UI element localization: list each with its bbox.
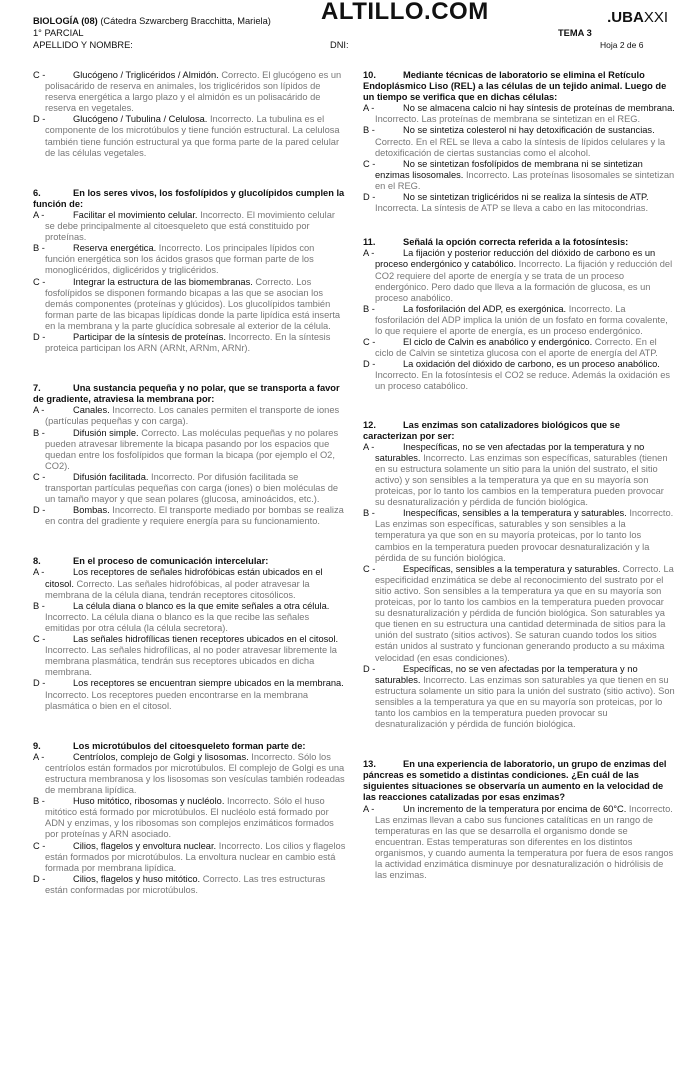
option-c <box>33 472 346 505</box>
option-a <box>33 210 346 243</box>
question-text: Señalá la opción correcta referida a la fotosíntesis: <box>403 237 629 248</box>
option-c <box>33 634 346 678</box>
option-answer: Canales. <box>73 405 110 416</box>
option-answer: Un incremento de la temperatura por encima de 60°C. <box>403 803 627 814</box>
option-c <box>33 70 346 114</box>
question-number: 9. <box>33 740 41 751</box>
question-9 <box>33 741 346 896</box>
option-answer: Los receptores se encuentran siempre ubicados en la membrana. <box>73 678 344 689</box>
option-answer: Cilios, flagelos y huso mitótico. <box>73 873 201 884</box>
option-letter: B - <box>33 427 45 438</box>
option-b <box>363 125 675 158</box>
option-feedback: Incorrecto. El transporte mediado por bombas se realiza en contra del gradiente y requiere energía para su funcionamiento. <box>45 505 344 527</box>
uba-logo-xxi: XXI <box>643 9 668 26</box>
question-text: Los microtúbulos del citoesqueleto forman parte de: <box>73 740 306 751</box>
question-title <box>363 237 675 248</box>
option-letter: A - <box>33 567 45 578</box>
option-feedback: Incorrecto. Las señales hidrofílicas, al no poder atravesar libremente la membrana plasmática, tendrán sus receptores ubicados en dicha membrana. <box>45 645 337 678</box>
option-answer: No se almacena calcio ni hay síntesis de proteínas de membrana. <box>403 103 675 114</box>
uba-logo-text: .UBA <box>607 9 644 26</box>
option-letter: A - <box>363 248 375 259</box>
question-number: 6. <box>33 187 41 198</box>
option-feedback: Incorrecto. Los receptores pueden encontrarse en la membrana plasmática o bien en el citosol. <box>45 689 309 711</box>
option-answer: Inespecíficas, no se ven afectadas por la temperatura y no saturables. <box>375 441 645 463</box>
option-answer: La célula diana o blanco es la que emite señales a otra célula. <box>73 600 330 611</box>
option-c <box>363 564 675 664</box>
option-d <box>33 678 346 711</box>
option-answer: No se sintetiza colesterol ni hay detoxificación de sustancias. <box>403 125 655 136</box>
option-letter: D - <box>363 663 376 674</box>
option-feedback: Correcto. En el ciclo de Calvin se sintetiza glucosa con el aporte de energía del ATP. <box>375 337 658 359</box>
option-letter: B - <box>363 508 375 519</box>
option-letter: A - <box>33 405 45 416</box>
option-a <box>363 442 675 509</box>
option-a <box>33 752 346 796</box>
question-8 <box>33 556 346 711</box>
option-letter: C - <box>33 471 46 482</box>
question-title <box>363 70 675 103</box>
question-number: 8. <box>33 556 41 567</box>
option-letter: C - <box>33 634 46 645</box>
question-11 <box>363 237 675 392</box>
option-letter: B - <box>33 243 45 254</box>
option-d <box>363 664 675 731</box>
name-field-label: APELLIDO Y NOMBRE: <box>33 40 133 50</box>
page-number: Hoja 2 de 6 <box>600 40 644 50</box>
question-text: Una sustancia pequeña y no polar, que se transporta a favor de gradiente, atraviesa la membrana por: <box>33 383 340 405</box>
left-column <box>33 70 346 909</box>
option-letter: D - <box>33 114 46 125</box>
option-feedback: Incorrecto. En la fotosíntesis el CO2 se reduce. Además la oxidación es un proceso catabólico. <box>375 370 671 392</box>
option-letter: D - <box>33 505 46 516</box>
question-title <box>33 188 346 210</box>
question-number: 10. <box>363 70 376 80</box>
option-answer: La oxidación del dióxido de carbono, es un proceso anabólico. <box>403 359 660 370</box>
option-feedback: Correcto. En el REL se lleva a cabo la síntesis de lípidos celulares y la detoxificación de ciertas sustancias como el alcohol. <box>375 136 666 158</box>
option-feedback: Incorrecto. Por difusión facilitada se transportan partículas pequeñas con carga (iones) o bien moléculas de un tamaño mayor y que sean polares (glucosa, aminoácidos, etc.). <box>45 471 339 505</box>
option-d <box>363 192 675 214</box>
question-title <box>33 741 346 752</box>
option-c <box>33 841 346 874</box>
option-letter: B - <box>33 600 45 611</box>
option-a <box>33 567 346 600</box>
option-b <box>363 304 675 337</box>
course-code: BIOLOGÍA (08) <box>33 16 98 26</box>
option-feedback: Correcto. Las señales hidrofóbicas, al poder atravesar la membrana de la célula diana, tendrán receptores citosólicos. <box>45 578 310 600</box>
uba-xxi-logo <box>607 9 668 26</box>
option-answer: Los receptores de señales hidrofóbicas están ubicados en el citosol. <box>45 567 323 589</box>
option-letter: D - <box>33 873 46 884</box>
option-answer: El ciclo de Calvin es anabólico y endergónico. <box>403 337 593 348</box>
question-number: 7. <box>33 383 41 394</box>
option-letter: D - <box>363 359 376 370</box>
option-feedback: Incorrecta. La síntesis de ATP se lleva a cabo en las mitocondrias. <box>375 203 649 214</box>
question-13 <box>363 759 675 881</box>
option-answer: La fijación y posterior reducción del dióxido de carbono es un proceso endergónico y catabólico. <box>375 248 656 270</box>
option-letter: A - <box>33 209 45 220</box>
option-letter: C - <box>363 563 376 574</box>
option-answer: Cilios, flagelos y envoltura nuclear. <box>73 840 217 851</box>
option-feedback: Incorrecto. La fijación y reducción del CO2 requiere del aporte de energía y se trata de un proceso endergónico. Pero dado que lleva a la formación de glucosa, es un proceso anabólico. <box>375 259 673 303</box>
option-answer: Reserva energética. <box>73 243 157 254</box>
option-answer: Específicas, no se ven afectadas por la temperatura y no saturables. <box>375 663 638 685</box>
altillo-logo: ALTILLO.COM <box>321 0 489 25</box>
option-feedback: Incorrecto. Sólo el huso mitótico está formado por microtúbulos. El nucléolo está formado por ADN y enzimas, y los ribosomas son complejos enzimáticos formados por proteínas y ARN asociado. <box>45 796 334 840</box>
option-answer: Participar de la síntesis de proteínas. <box>73 331 226 342</box>
option-c <box>363 337 675 359</box>
option-answer: Específicas, sensibles a la temperatura y saturables. <box>403 563 621 574</box>
question-title <box>33 383 346 405</box>
option-feedback: Incorrecto. Las enzimas llevan a cabo sus funciones catalíticas en un rango de temperaturas en las que se desarrolla el organismo donde se encuentran. Estas temperaturas son diferentes en los distintos organismos, y cuando aumenta la temperatura por fuera de esos rangos la actividad enzimática disminuye por desnaturalización o hidrólisis de las enzimas. <box>375 803 674 881</box>
option-feedback: Correcto. Los fosfolípidos se disponen formando bicapas a las que se asocian los demás componentes (proteínas y glúcidos). Los glucolípidos también forman parte de las bicapas lipídicas donde la parte lipídica está inserta en la membrana y la parte glucídica sobresale al exterior de la célula. <box>45 276 341 331</box>
option-d <box>33 114 346 158</box>
option-a <box>33 405 346 427</box>
option-letter: B - <box>363 125 375 136</box>
question-text: En una experiencia de laboratorio, un grupo de enzimas del páncreas es sometido a distintas condiciones. ¿En cuál de las siguientes situaciones se observaría un aumento en la velocidad de las reacciones catalizadas por esas enzimas? <box>363 759 667 803</box>
question-number: 11. <box>363 237 376 248</box>
option-answer: Huso mitótico, ribosomas y nucléolo. <box>73 796 225 807</box>
option-feedback: Incorrecto. Las enzimas son específicas, saturables (tienen en su estructura solamente un sitio para la unión del sustrato, el sitio activo) y son sensibles a la temperatura ya que en su mayoría son proteicas, por lo tanto los cambios en la temperatura pueden provocar su desnaturalización y pérdida de función biológica. <box>375 452 668 508</box>
question-text: En los seres vivos, los fosfolípidos y glucolípidos cumplen la función de: <box>33 187 345 209</box>
option-letter: C - <box>33 840 46 851</box>
option-feedback: Incorrecto. La fosforilación del ADP implica la unión de un fosfato en forma covalente, lo que requiere el aporte de energía, es un proceso endergónico. <box>375 303 668 336</box>
option-answer: No se sintetizan fosfolípidos de membrana ni se sintetizan enzimas lisosomales. <box>375 158 643 180</box>
option-feedback: Incorrecto. El movimiento celular se debe principalmente al citoesqueleto que está constituido por proteínas. <box>45 209 335 243</box>
exam-type: 1° PARCIAL <box>33 28 84 38</box>
option-letter: A - <box>363 103 375 114</box>
option-d <box>363 359 675 392</box>
option-feedback: Correcto. La especificidad enzimática se debe al reconocimiento del sustrato por el sitio activo. Son sensibles a la temperatura ya que en su mayoría son proteicas, por lo tanto los cambios en la temperatura pueden provocar su desnaturalización y pérdida de función biológica. Son saturables ya que tienen en su estructura una cantidad determinada de sitios para la unión del sustrato (sitios activos). Se saturan cuando todos los sitios están unidos al sustrato y funcionan generando producto a su máxima velocidad (en esas condiciones). <box>375 563 674 663</box>
option-feedback: Incorrecto. Los canales permiten el transporte de iones (partículas pequeñas y con carga). <box>45 405 340 427</box>
question-title <box>33 556 346 567</box>
question-text: Mediante técnicas de laboratorio se elimina el Retículo Endoplásmico Liso (REL) a las células de un tejido animal. Luego de un tiempo se verifica que en dichas células: <box>363 70 667 103</box>
option-answer: Bombas. <box>73 505 110 516</box>
question-number: 12. <box>363 419 376 430</box>
question-7 <box>33 383 346 527</box>
option-a <box>363 103 675 125</box>
option-d <box>33 332 346 354</box>
page-header <box>33 0 668 56</box>
option-d <box>33 874 346 896</box>
option-c <box>33 277 346 332</box>
option-answer: Facilitar el movimiento celular. <box>73 209 198 220</box>
question-number: 13. <box>363 759 376 770</box>
option-answer: Las señales hidrofílicas tienen receptores ubicados en el citosol. <box>73 634 339 645</box>
exam-theme: TEMA 3 <box>558 28 592 38</box>
option-letter: A - <box>363 803 375 814</box>
option-b <box>33 428 346 472</box>
question-title <box>363 759 675 803</box>
option-letter: B - <box>33 796 45 807</box>
option-letter: D - <box>363 192 376 203</box>
option-feedback: Incorrecto. Los principales lípidos con función energética son los ácidos grasos que forman parte de los monoglicéridos, diglicéridos y triglicéridos. <box>45 243 315 276</box>
option-feedback: Correcto. Las tres estructuras están conformadas por microtúbulos. <box>45 873 326 895</box>
option-answer: Integrar la estructura de las biomembranas. <box>73 276 253 287</box>
option-feedback: Incorrecto. Las proteínas de membrana se sintetizan en el REG. <box>375 114 641 125</box>
option-answer: Difusión simple. <box>73 427 139 438</box>
option-a <box>363 804 675 882</box>
option-feedback: Incorrecto. Las enzimas son específicas, saturables y son sensibles a la temperatura ya que son en su mayoría proteicas, por lo tanto los cambios en la temperatura pueden provocar desnaturalización y la pérdida de su función biológica. <box>375 508 674 563</box>
option-b <box>363 508 675 563</box>
option-letter: A - <box>363 441 375 452</box>
option-answer: Centríolos, complejo de Golgi y lisosomas. <box>73 751 249 762</box>
course-title <box>33 16 271 27</box>
question-title <box>363 420 675 442</box>
option-letter: D - <box>33 678 46 689</box>
option-b <box>33 796 346 840</box>
option-feedback: Incorrecto. En la síntesis proteica participan los ARN (ARNt, ARNm, ARNr). <box>45 331 331 354</box>
option-answer: No se sintetizan triglicéridos ni se realiza la síntesis de ATP. <box>403 192 649 203</box>
option-feedback: Incorrecto. Las proteínas lisosomales se sintetizan en el REG. <box>375 169 675 191</box>
option-letter: A - <box>33 751 45 762</box>
option-answer: Inespecíficas, sensibles a la temperatura y saturables. <box>403 508 627 519</box>
dni-field-label: DNI: <box>330 40 349 50</box>
option-b <box>33 243 346 276</box>
option-letter: C - <box>363 337 376 348</box>
option-feedback: Correcto. El glucógeno es un polisacárido de reserva en animales, los triglicéridos son lípidos de reserva energética a largo plazo y el almidón es un polisacárido de reserva en vegetales. <box>45 70 342 114</box>
option-letter: D - <box>33 331 46 342</box>
option-feedback: Correcto. Las moléculas pequeñas y no polares pueden atravesar libremente la bicapa pasando por los espacios que quedan entre los fosfolípidos que forman la bicapa (por ejemplo el O2, CO2). <box>45 427 339 471</box>
option-answer: Glucógeno / Tubulina / Celulosa. <box>73 114 208 125</box>
question-12 <box>363 420 675 731</box>
question-5-continued <box>33 70 346 159</box>
right-column <box>363 70 675 894</box>
option-d <box>33 505 346 527</box>
option-feedback: Incorrecto. Los cilios y flagelos están formados por microtúbulos. La envoltura nuclear en cambio está formada por membrana lipídica. <box>45 840 346 873</box>
option-letter: C - <box>363 158 376 169</box>
option-feedback: Incorrecto. Las enzimas son saturables ya que tienen en su estructura solamente un sitio para la unión del sustrato (sitio activo). Son sensibles a la temperatura ya que en su mayoría son proteicas, por lo tanto los cambios en la temperatura pueden provocar su desnaturalización y pérdida de función biológica. <box>375 674 675 730</box>
option-feedback: Incorrecto. La tubulina es el componente de los microtúbulos y tiene función estructural. La celulosa también tiene función estructural ya que forma parte de la pared celular de las células vegetales. <box>45 114 340 158</box>
option-c <box>363 159 675 192</box>
question-10 <box>363 70 675 214</box>
option-letter: C - <box>33 70 46 80</box>
option-answer: Difusión facilitada. <box>73 471 149 482</box>
question-6 <box>33 188 346 354</box>
question-text: Las enzimas son catalizadores biológicos que se caracterizan por ser: <box>363 419 620 441</box>
option-feedback: Incorrecto. La célula diana o blanco es la que recibe las señales emitidas por otra célula (la célula secretora). <box>45 611 310 633</box>
question-text: En el proceso de comunicación intercelular: <box>73 556 269 567</box>
option-a <box>363 248 675 303</box>
option-b <box>33 601 346 634</box>
option-answer: Glucógeno / Triglicéridos / Almidón. <box>73 70 219 80</box>
option-answer: La fosforilación del ADP, es exergónica. <box>403 303 567 314</box>
option-letter: C - <box>33 276 46 287</box>
option-feedback: Incorrecto. Sólo los centríolos están formados por microtúbulos. El complejo de Golgi es una estructura membranosa y los lisosomas son vesículas también rodeadas de membrana lipídica. <box>45 751 345 796</box>
option-letter: B - <box>363 303 375 314</box>
course-chair: (Cátedra Szwarcberg Bracchitta, Mariela) <box>97 16 271 26</box>
